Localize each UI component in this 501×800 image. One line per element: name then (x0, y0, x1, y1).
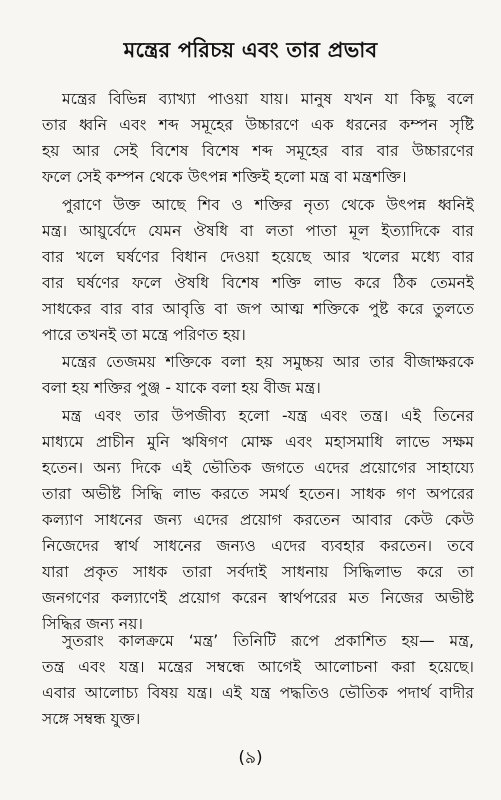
text-line: মন্ত্রের বিভিন্ন ব্যাখ্যা পাওয়া যায়। মানুষ যখন যা কিছু বলে (62, 90, 474, 108)
paragraph-2 (42, 192, 474, 348)
text-line: মন্ত্র এবং তার উপজীব্য হলো -যন্ত্র এবং তন্ত্র। এই তিনের (62, 407, 474, 425)
paragraph-5 (42, 628, 474, 732)
text-line: ফলে সেই কম্পন থেকে উৎপন্ন শক্তিই হলো মন্ত্র বা মন্ত্রশক্তি। (42, 168, 407, 186)
paragraph-3 (42, 349, 474, 401)
text-line: মাধ্যমে প্রাচীন মুনি ঋষিগণ মোক্ষ এবং মহাসমাধি লাভে সক্ষম (42, 433, 474, 451)
text-line: মন্ত্রের তেজময় শক্তিকে বলা হয় সমুচ্চয় আর তার বীজাক্ষরকে (62, 353, 474, 371)
paragraph-4 (42, 403, 474, 637)
text-line: পুরাণে উক্ত আছে শিব ও শক্তির নৃত্য থেকে উৎপন্ন ধ্বনিই (62, 196, 474, 214)
paragraph-1 (42, 86, 474, 190)
text-line: যারা প্রকৃত সাধক তারা সর্বদাই সাধনায় সিদ্ধিলাভ করে তা (42, 563, 474, 581)
text-line: পারে তখনই তা মন্ত্রে পরিণত হয়। (42, 326, 246, 344)
text-line: নিজেদের স্বার্থ সাধনের জন্যও এদের ব্যবহার করতেন। তবে (42, 537, 474, 555)
text-line: হতেন। অন্য দিকে এই ভৌতিক জগতে এদের প্রয়োগের সাহায্যে (42, 459, 474, 477)
text-line: বার খলে ঘর্ষণের বিধান দেওয়া হয়েছে আর খলের মধ্যে বার (42, 248, 474, 266)
text-line: মন্ত্র। আয়ুর্বেদে যেমন ঔষধি বা লতা পাতা মূল ইত্যাদিকে বার (42, 222, 474, 240)
page-number: (৯) (238, 748, 263, 768)
text-line: এবার আলোচ্য বিষয় যন্ত্র। এই যন্ত্র পদ্ধতিও ভৌতিক পদার্থ বাদীর (42, 684, 474, 702)
text-line: তার ধ্বনি এবং শব্দ সমূহের উচ্চারণে এক ধরনের কম্পন সৃষ্টি (42, 116, 474, 134)
text-line: সঙ্গে সম্বন্ধ যুক্ত। (42, 710, 141, 728)
page-title: মন্ত্রের পরিচয় এবং তার প্রভাব (123, 38, 378, 62)
text-line: সুতরাং কালক্রমে ‘মন্ত্র’ তিনিটি রূপে প্রকাশিত হয়— মন্ত্র, (62, 632, 474, 650)
text-line: হয় আর সেই বিশেষ বিশেষ শব্দ সমূহের বার বার উচ্চারণের (42, 142, 474, 160)
text-line: জনগণের কল্যাণেই প্রয়োগ করেন স্বার্থপরের মত নিজের অভীষ্ট (42, 589, 474, 607)
text-line: বলা হয় শক্তির পুঞ্জ - যাকে বলা হয় বীজ মন্ত্র। (42, 379, 321, 397)
text-line: সিদ্ধির জন্য নয়। (42, 615, 144, 633)
text-line: সাধকের বার বার আবৃত্তি বা জপ আত্ম শক্তিকে পুষ্ট করে তুলতে (42, 300, 474, 318)
text-line: কল্যাণ সাধনের জন্য এদের প্রয়োগ করতেন আবার কেউ কেউ (42, 511, 474, 529)
text-line: তন্ত্র এবং যন্ত্র। মন্ত্রের সম্বন্ধে আগেই আলোচনা করা হয়েছে। (42, 658, 474, 676)
text-line: বার ঘর্ষণের ফলে ঔষধি বিশেষ শক্তি লাভ করে ঠিক তেমনই (42, 274, 474, 292)
text-line: তারা অভীষ্ট সিদ্ধি লাভ করতে সমর্থ হতেন। সাধক গণ অপরের (42, 485, 474, 503)
